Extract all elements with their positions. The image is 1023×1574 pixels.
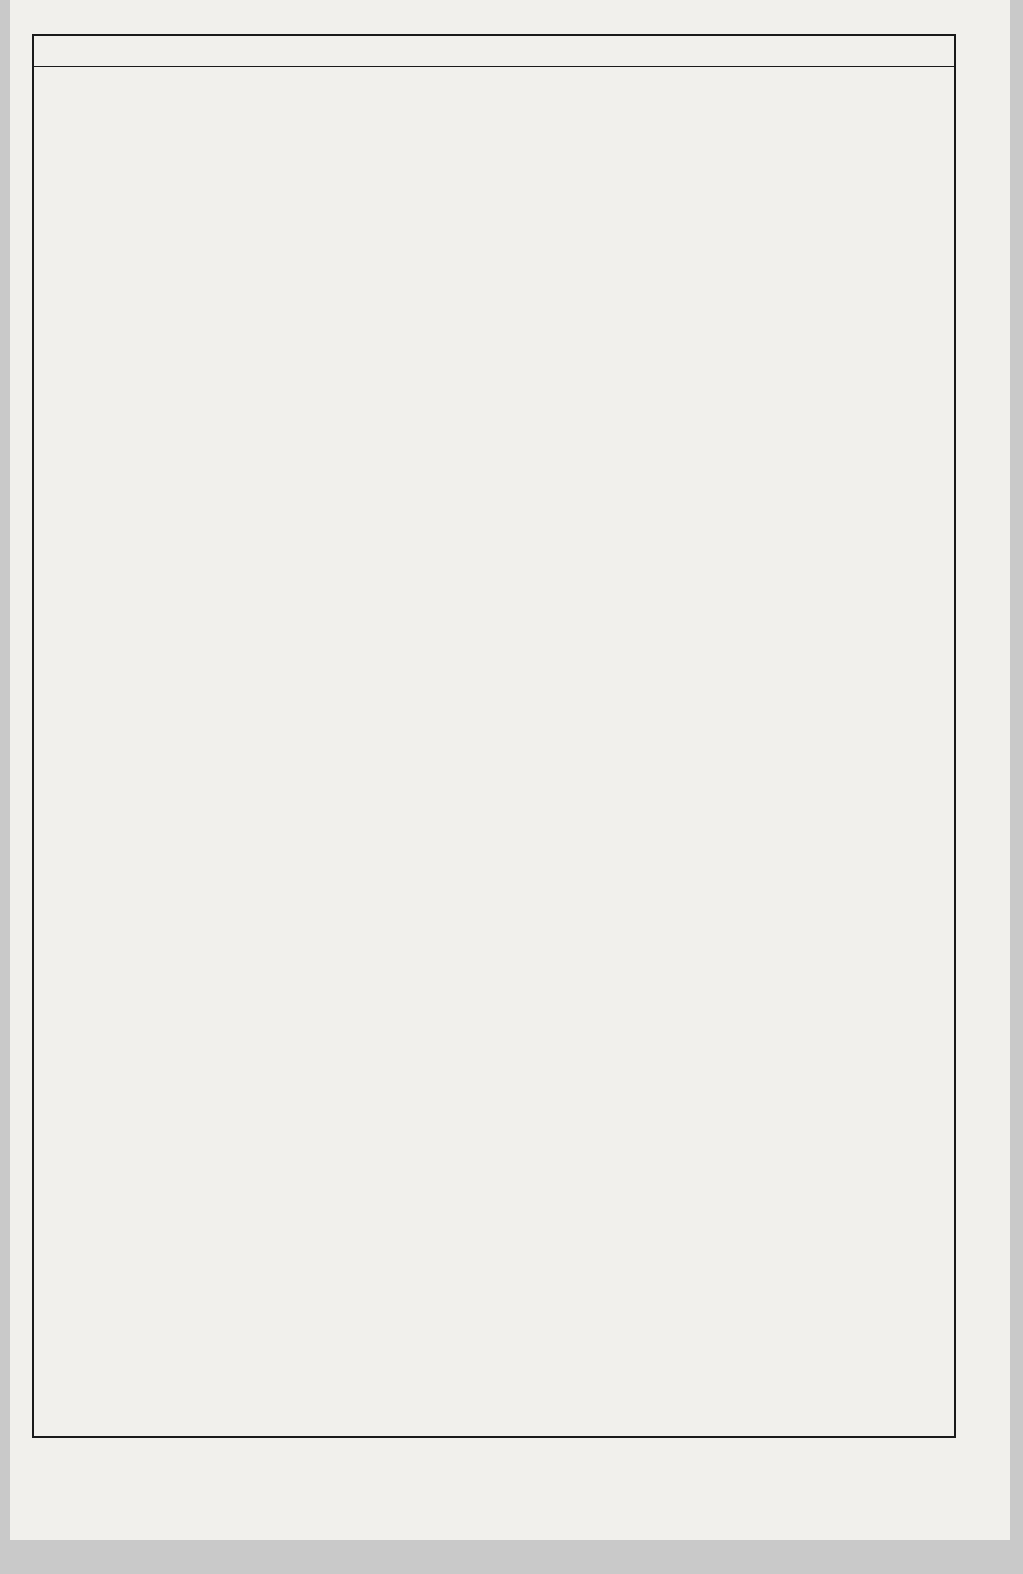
running-head	[10, 6, 1010, 30]
timetable-page	[10, 0, 1010, 1540]
timetable-1709	[32, 34, 956, 1438]
table-title-bar	[34, 36, 954, 67]
